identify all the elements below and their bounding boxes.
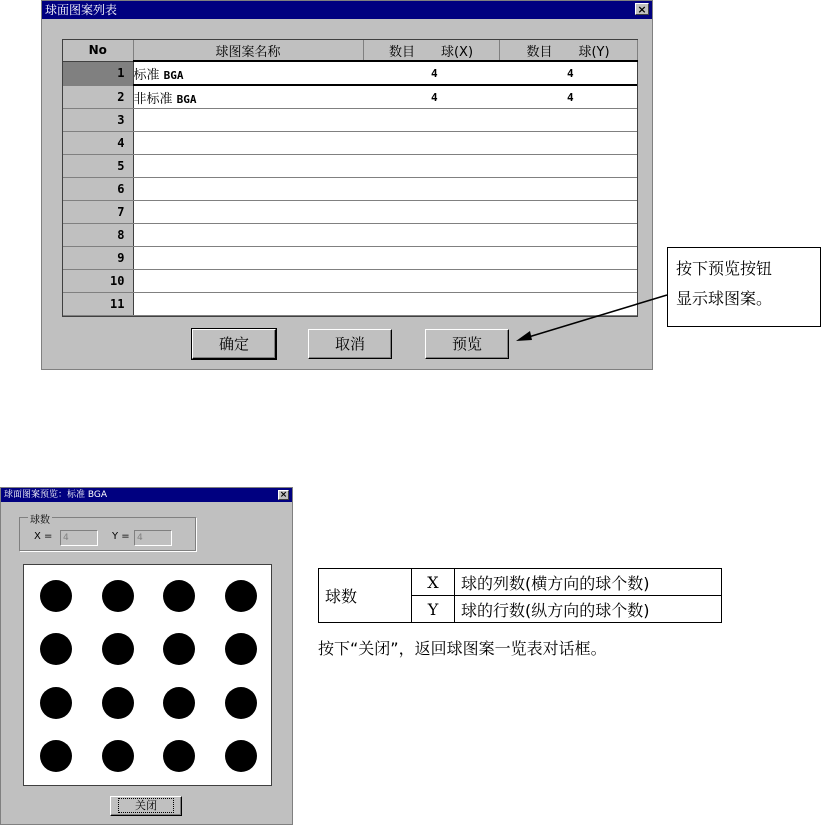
row-number: 11	[63, 293, 133, 316]
ball	[102, 740, 134, 772]
ball	[163, 740, 195, 772]
close-icon[interactable]: ×	[279, 490, 288, 500]
arrow-line	[522, 295, 667, 339]
info-x-desc: 球的列数(横方向的球个数)	[455, 569, 722, 596]
ball	[40, 580, 72, 612]
column-header-count-x: 数目 球(X)	[363, 40, 499, 61]
ball	[163, 580, 195, 612]
x-label: X =	[34, 531, 53, 542]
ball-count-x-cell[interactable]: 4	[431, 85, 499, 109]
preview-dialog-titlebar	[1, 488, 292, 502]
row-number: 6	[63, 178, 133, 201]
row-number: 10	[63, 270, 133, 293]
row-number: 7	[63, 201, 133, 224]
ok-button[interactable]: 确定	[192, 329, 276, 359]
ball-count-x-cell[interactable]: 4	[431, 61, 499, 85]
row-number: 1	[63, 61, 133, 85]
ball-count-label: 球数	[28, 511, 52, 526]
row-number: 4	[63, 132, 133, 155]
ball	[225, 740, 257, 772]
ball-count-y-cell[interactable]: 4	[567, 85, 637, 109]
column-header-name: 球图案名称	[133, 40, 363, 61]
close-button[interactable]	[110, 796, 182, 816]
column-header-no: No	[63, 40, 133, 61]
list-dialog-title: 球面图案列表	[45, 3, 118, 17]
callout-line-2: 显示球图案。	[676, 289, 773, 308]
ball-count-group	[19, 517, 196, 551]
preview-button[interactable]: 预览	[425, 329, 509, 359]
row-number: 9	[63, 247, 133, 270]
close-button-label: 关闭	[119, 799, 173, 812]
ball	[225, 687, 257, 719]
close-icon[interactable]: ×	[635, 3, 649, 15]
info-key: 球数	[319, 569, 412, 623]
pattern-name-cn: 标准	[133, 67, 160, 83]
row-number: 8	[63, 224, 133, 247]
row-number: 3	[63, 109, 133, 132]
ball-preview-canvas	[23, 564, 272, 786]
row-number: 2	[63, 85, 133, 109]
ball	[225, 633, 257, 665]
callout-line-1: 按下预览按钮	[676, 259, 773, 278]
y-label: Y =	[112, 531, 130, 542]
column-header-count-y: 数目 球(Y)	[499, 40, 637, 61]
info-y-axis: Y	[412, 596, 455, 623]
pattern-name-en: BGA	[176, 92, 197, 106]
ball-count-y-cell[interactable]: 4	[567, 61, 637, 85]
info-x-axis: X	[412, 569, 455, 596]
arrow-head	[516, 331, 532, 341]
ball	[40, 633, 72, 665]
ball	[163, 633, 195, 665]
ball	[40, 687, 72, 719]
ball	[102, 580, 134, 612]
close-note: 按下“关闭”，返回球图案一览表对话框。	[318, 639, 607, 658]
pattern-name-cn: 非标准	[133, 91, 173, 107]
info-y-desc: 球的行数(纵方向的球个数)	[455, 596, 722, 623]
ball-pattern-preview-dialog	[0, 487, 293, 825]
ball	[102, 687, 134, 719]
ball	[163, 687, 195, 719]
y-count-field: 4	[134, 530, 172, 546]
ball	[225, 580, 257, 612]
ball-count-info-table	[318, 568, 722, 623]
pattern-name-en: BGA	[163, 68, 184, 82]
ball	[40, 740, 72, 772]
row-number: 5	[63, 155, 133, 178]
cancel-button[interactable]: 取消	[308, 329, 392, 359]
preview-dialog-title: 球面图案预览：标准 BGA	[4, 490, 108, 500]
x-count-field: 4	[60, 530, 98, 546]
ball	[102, 633, 134, 665]
